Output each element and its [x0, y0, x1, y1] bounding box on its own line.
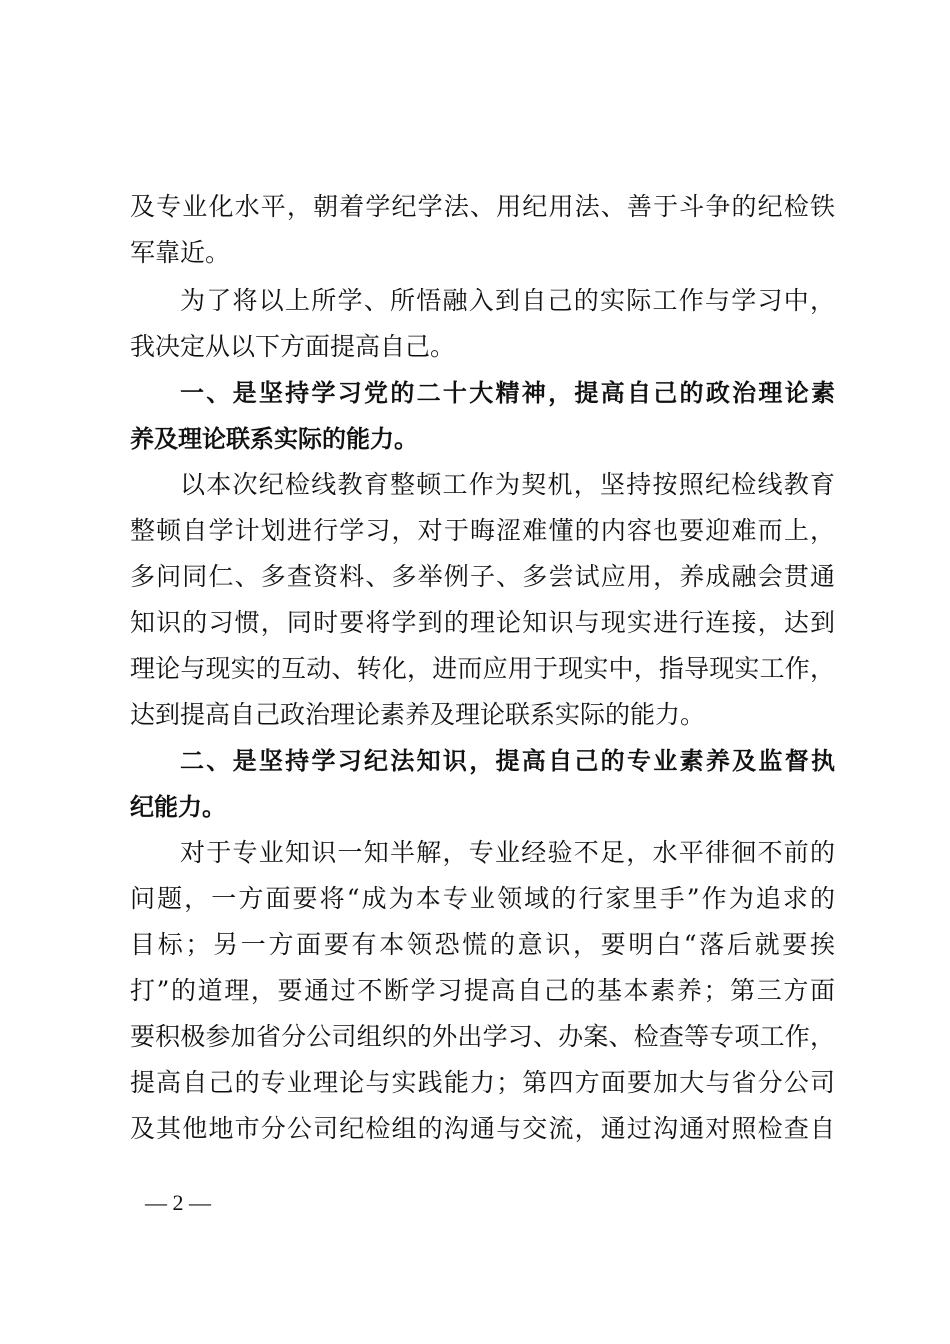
- text-line: 及专业化水平，朝着学纪学法、用纪用法、善于斗争的纪检铁: [130, 192, 835, 221]
- section-heading-1: 一、是坚持学习党的二十大精神，提高自己的政治理论素: [180, 379, 835, 407]
- text-line: 达到提高自己政治理论素养及理论联系实际的能力。: [130, 700, 706, 729]
- text-line: 提高自己的专业理论与实践能力；第四方面要加大与省分公司: [130, 1068, 835, 1097]
- paragraph-first-line: 对于专业知识一知半解，专业经验不足，水平徘徊不前的: [180, 838, 835, 867]
- text-line: 整顿自学计划进行学习，对于晦涩难懂的内容也要迎难而上，: [130, 516, 835, 545]
- text-line: 我决定从以下方面提高自己。: [130, 332, 456, 361]
- text-line: 及其他地市分公司纪检组的沟通与交流，通过沟通对照检查自: [130, 1114, 835, 1143]
- paragraph-first-line: 以本次纪检线教育整顿工作为契机，坚持按照纪检线教育: [180, 470, 835, 499]
- text-line: 目标；另一方面要有本领恐慌的意识，要明白“落后就要挨: [130, 930, 835, 959]
- paragraph-first-line: 为了将以上所学、所悟融入到自己的实际工作与学习中，: [180, 286, 835, 315]
- section-heading-1-cont: 养及理论联系实际的能力。: [130, 425, 418, 453]
- text-line: 知识的习惯，同时要将学到的理论知识与现实进行连接，达到: [130, 608, 835, 637]
- text-line: 要积极参加省分公司组织的外出学习、办案、检查等专项工作，: [130, 1022, 835, 1051]
- text-line: 问题，一方面要将“成为本专业领域的行家里手”作为追求的: [130, 884, 835, 913]
- section-heading-2-cont: 纪能力。: [130, 793, 226, 821]
- text-line: 军靠近。: [130, 238, 231, 267]
- text-line: 多问同仁、多查资料、多举例子、多尝试应用，养成融会贯通: [130, 562, 835, 591]
- section-heading-2: 二、是坚持学习纪法知识，提高自己的专业素养及监督执: [180, 747, 835, 775]
- page-number: — 2 —: [145, 1190, 211, 1215]
- text-line: 理论与现实的互动、转化，进而应用于现实中，指导现实工作，: [130, 654, 835, 683]
- text-line: 打”的道理，要通过不断学习提高自己的基本素养；第三方面: [130, 976, 835, 1005]
